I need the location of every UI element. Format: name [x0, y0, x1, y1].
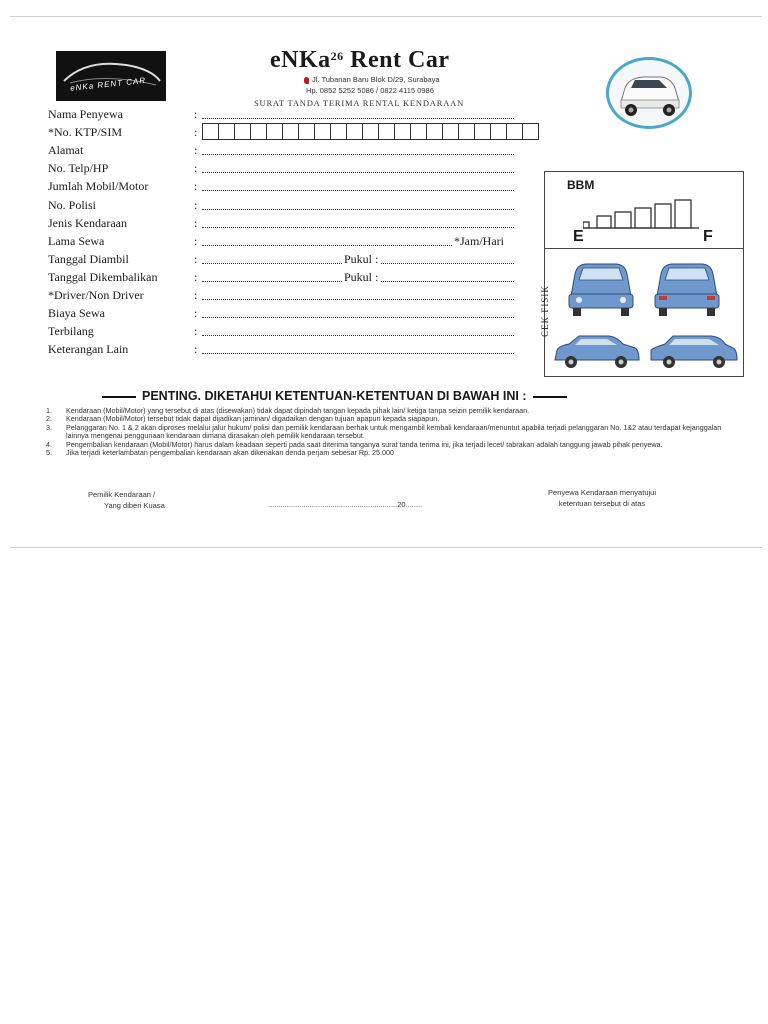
rental-term [46, 424, 746, 441]
id-digit-box[interactable] [426, 123, 443, 140]
form-row [48, 324, 518, 340]
id-number-boxes[interactable] [203, 123, 539, 140]
term-text: Pengembalian kendaraan (Mobil/Motor) harus dalam keadaan seperti pada saat diterima tanganya surat tanda terima ini, jika terjadi lecet/ tabrakan adalah tanggung jawab pihak penyewa. [66, 439, 663, 449]
term-number: 1. [46, 406, 52, 415]
form-row [48, 342, 518, 358]
form-field-label: Alamat [48, 143, 84, 158]
signature-date-line: ..............................................................20........ [268, 500, 423, 509]
form-row [48, 234, 518, 250]
form-row [48, 252, 518, 268]
form-field-colon: : [194, 342, 198, 357]
physical-check-label: CEK FISIK [539, 285, 550, 337]
id-digit-box[interactable] [314, 123, 331, 140]
form-row [48, 288, 518, 304]
form-row [48, 125, 518, 141]
company-phone: Hp. 0852 5252 5086 / 0822 4115 0986 [306, 86, 434, 95]
term-number: 3. [46, 422, 52, 432]
form-field-label: Lama Sewa [48, 233, 105, 248]
form-field-colon: : [194, 251, 198, 266]
car-rear-icon [651, 256, 723, 322]
form-field-input-line[interactable] [202, 153, 514, 155]
id-digit-box[interactable] [506, 123, 523, 140]
form-row [48, 270, 518, 286]
owner-signature: Pemilik Kendaraan / Yang diberi Kuasa [88, 490, 165, 510]
form-field-input-line[interactable] [202, 298, 514, 300]
car-front-icon [565, 256, 637, 322]
form-field-label: Biaya Sewa [48, 306, 105, 321]
notice-rule-right [533, 396, 567, 398]
document-title: SURAT TANDA TERIMA RENTAL KENDARAAN [254, 98, 465, 108]
form-field-label: No. Telp/HP [48, 161, 109, 176]
location-pin-icon [304, 77, 309, 84]
form-field-input-line[interactable] [202, 208, 514, 210]
form-field-colon: : [194, 288, 198, 302]
renter-signature: Penyewa Kendaraan menyatujui ketentuan tersebut di atas [548, 488, 656, 508]
form-row [48, 143, 518, 159]
id-digit-box[interactable] [250, 123, 267, 140]
form-field-label: Jenis Kendaraan [48, 215, 127, 230]
form-field-input-line[interactable] [202, 352, 514, 354]
form-field-label: Tanggal Diambil [48, 251, 129, 266]
id-digit-box[interactable] [218, 123, 235, 140]
form-row [48, 198, 518, 214]
id-digit-box[interactable] [442, 123, 459, 140]
car-side-left-icon [551, 332, 641, 372]
form-row [48, 107, 518, 123]
brand-name: eNKa$^{26}$ Rent Car [270, 47, 450, 73]
form-field-colon: : [194, 143, 198, 158]
form-field-colon: : [194, 107, 198, 121]
form-field-input-line[interactable] [202, 117, 514, 119]
term-number: 4. [46, 439, 52, 449]
fuel-gauge-section [545, 172, 743, 249]
id-digit-box[interactable] [330, 123, 347, 140]
form-field-input-line[interactable] [202, 316, 514, 318]
form-field-colon: : [194, 179, 198, 194]
form-field-colon: : [194, 197, 198, 212]
form-field-label: Terbilang [48, 324, 94, 339]
fuel-full-label: F [703, 228, 713, 245]
form-field-label: Nama Penyewa [48, 107, 123, 121]
term-text: Pelanggaran No. 1 & 2 akan diproses melalui jalur hukum/ polisi dan pemilik kendaraan berhak untuk mengambil kembali kendaraan/menuntut apabila terjadi pelanggaran No. 1&2 atau terdapat kejanggalan lainnya mengenai penggunaan kendaraan dimana dirasakan oleh pemilik kendaraan tersebut. [66, 422, 722, 441]
id-digit-box[interactable] [202, 123, 219, 140]
form-field-colon: : [194, 161, 198, 176]
car-photo [606, 57, 692, 129]
id-digit-box[interactable] [266, 123, 283, 140]
id-digit-box[interactable] [298, 123, 315, 140]
form-field-input-line[interactable] [202, 226, 514, 228]
id-digit-box[interactable] [458, 123, 475, 140]
car-side-right-icon [649, 332, 739, 372]
term-number: 2. [46, 414, 52, 424]
id-digit-box[interactable] [522, 123, 539, 140]
id-digit-box[interactable] [362, 123, 379, 140]
form-field-label: *Driver/Non Driver [48, 288, 144, 302]
term-number: 5. [46, 448, 52, 458]
id-digit-box[interactable] [474, 123, 491, 140]
notice-rule-left [102, 396, 136, 398]
notice-title: PENTING. DIKETAHUI KETENTUAN-KETENTUAN DI BAWAH INI : [96, 389, 573, 403]
term-text: Jika terjadi keterlambatan pengembalian kendaraan akan dikenakan denda perjam sebesar Rp. 25.000 [66, 448, 395, 458]
fuel-empty-label: E [573, 228, 584, 245]
form-field-label: *No. KTP/SIM [48, 125, 123, 140]
rental-term [46, 449, 746, 457]
id-digit-box[interactable] [282, 123, 299, 140]
time-label: Pukul : [344, 269, 379, 284]
form-row [48, 216, 518, 232]
id-digit-box[interactable] [394, 123, 411, 140]
id-digit-box[interactable] [378, 123, 395, 140]
form-field-colon: : [194, 324, 198, 339]
term-text: Kendaraan (Mobil/Motor) tersebut tidak dapat dijadikan jaminan/ digadaikan dengan tujuan apapun kepada siapapun. [66, 414, 440, 424]
id-digit-box[interactable] [234, 123, 251, 140]
time-label: Pukul : [344, 251, 379, 266]
fuel-label: BBM [567, 178, 595, 192]
form-field-input-line[interactable] [202, 244, 456, 246]
form-row [48, 306, 518, 322]
id-digit-box[interactable] [410, 123, 427, 140]
form-field-input-line[interactable] [202, 334, 514, 336]
form-row [48, 179, 518, 195]
form-field-label: Tanggal Dikembalikan [48, 269, 158, 284]
form-field-colon: : [194, 306, 198, 321]
fuel-gauge-icon [583, 198, 713, 230]
rental-receipt-sheet [10, 16, 762, 548]
form-field-input-line[interactable] [202, 171, 514, 173]
logo-text: eNKa RENT CAR [69, 75, 147, 93]
company-address: Jl. Tubanan Baru Blok D/29, Surabaya [304, 75, 440, 84]
form-field-colon: : [194, 269, 198, 284]
duration-unit-label: *Jam/Hari [454, 233, 504, 248]
id-digit-box[interactable] [490, 123, 507, 140]
form-field-input-line[interactable] [202, 189, 514, 191]
form-field-colon: : [194, 233, 198, 248]
rental-terms-list [46, 407, 746, 457]
form-row [48, 161, 518, 177]
vehicle-check-panel [539, 171, 744, 377]
form-field-label: No. Polisi [48, 197, 97, 212]
form-field-label: Keterangan Lain [48, 342, 129, 357]
form-field-label: Jumlah Mobil/Motor [48, 179, 149, 194]
form-field-colon: : [194, 125, 198, 140]
term-text: Kendaraan (Mobil/Motor) yang tersebut di atas (disewakan) tidak dapat dipindah tangan kepada pihak lain/ ketiga tanpa seizin pemilik kendaraan. [66, 406, 530, 415]
form-field-colon: : [194, 215, 198, 230]
company-logo [56, 51, 166, 101]
id-digit-box[interactable] [346, 123, 363, 140]
